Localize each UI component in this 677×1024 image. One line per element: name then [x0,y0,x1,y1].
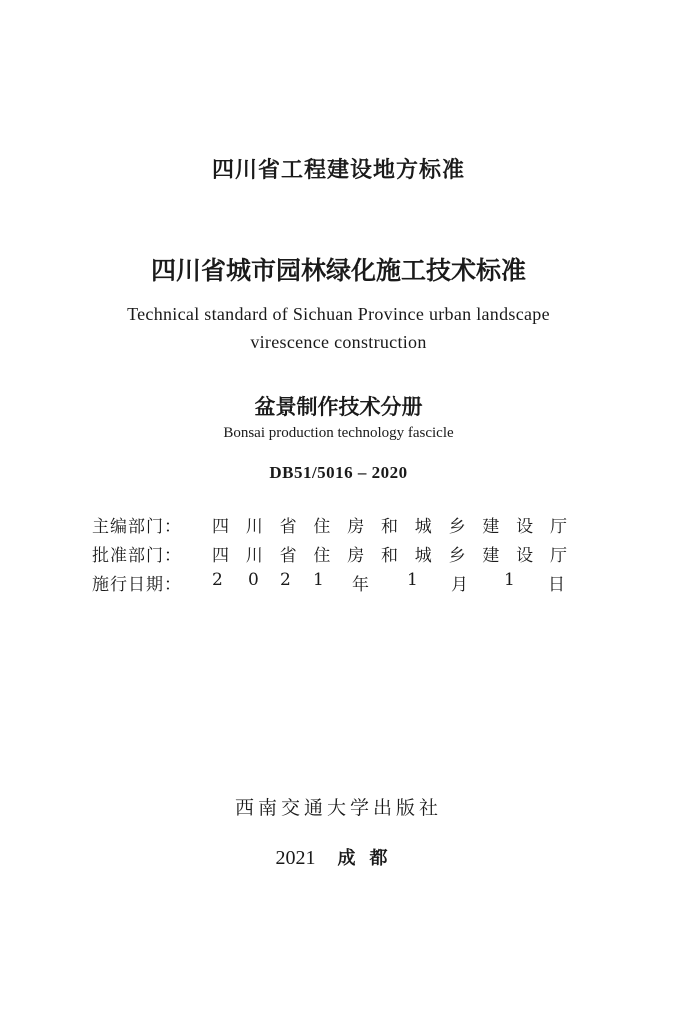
effective-date-label: 施行日期： [92,575,182,595]
approver-char: 城 [414,546,432,566]
publication-year: 2021 [275,847,316,869]
approver-char: 省 [279,546,297,566]
approver-char: 住 [313,546,331,566]
chief-editor-char: 省 [279,517,297,537]
chief-editor-char: 城 [414,517,432,537]
date-char: 月 [451,575,468,595]
standard-code: DB51/5016 – 2020 [269,463,408,482]
english-title [0,300,677,356]
date-char: 0 [248,570,259,590]
approver-row [92,541,572,567]
chief-editor-value [212,512,567,537]
date-char: 1 [313,570,324,590]
chief-editor-char: 乡 [448,517,466,537]
date-char: 1 [407,570,418,590]
chief-editor-char: 房 [347,517,365,537]
approver-value [212,541,567,566]
effective-date-row [92,570,572,596]
series-title: 四川省工程建设地方标准 [211,158,465,183]
effective-date-value [212,570,567,596]
chief-editor-label: 主编部门： [92,517,182,537]
date-char: 年 [352,575,369,595]
approver-char: 房 [347,546,365,566]
english-title-line-2: virescence construction [250,332,427,352]
chief-editor-char: 川 [245,517,263,537]
approver-char: 和 [380,546,398,566]
publisher-name: 西南交通大学出版社 [234,797,442,819]
approver-label: 批准部门： [92,546,182,566]
publication-info [0,844,677,870]
chief-editor-char: 和 [380,517,398,537]
approver-char: 建 [482,546,500,566]
chief-editor-char: 设 [516,517,534,537]
english-title-line-1: Technical standard of Sichuan Province urban landscape [127,304,550,324]
fascicle-title: 盆景制作技术分册 [254,395,423,419]
date-char: 1 [504,570,515,590]
chief-editor-char: 住 [313,517,331,537]
approver-char: 乡 [448,546,466,566]
chief-editor-char: 厅 [549,517,567,537]
approver-char: 厅 [549,546,567,566]
fascicle-english-title: Bonsai production technology fascicle [223,425,454,441]
date-char: 2 [280,570,291,590]
date-char: 日 [548,575,565,595]
publication-city: 成都 [337,848,402,869]
chief-editor-row [92,512,572,538]
chief-editor-char: 四 [212,517,229,537]
chief-editor-char: 建 [482,517,500,537]
date-char: 2 [212,570,223,590]
approver-char: 设 [516,546,534,566]
main-title: 四川省城市园林绿化施工技术标准 [150,256,526,285]
approver-char: 川 [245,546,263,566]
approver-char: 四 [212,546,229,566]
